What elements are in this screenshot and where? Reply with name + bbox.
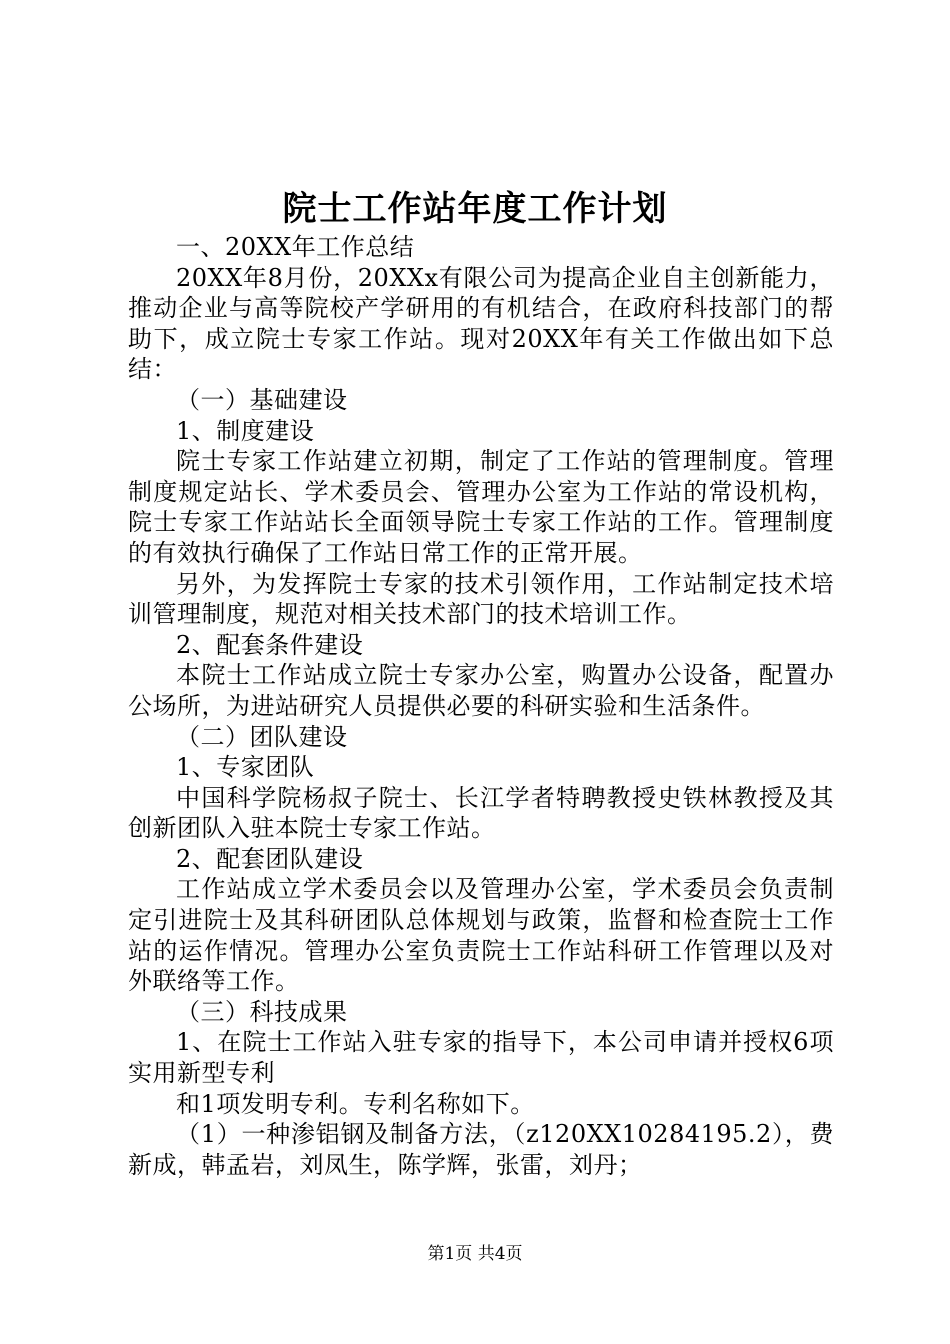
item-heading: 1、制度建设 xyxy=(176,416,315,445)
item-heading: 1、专家团队 xyxy=(176,753,315,782)
page-footer: 第1页 共4页 xyxy=(427,1244,523,1264)
paragraph: 工作站成立学术委员会以及管理办公室，学术委员会负责制定引进院士及其科研团队总体规划与政策，监督和检查院士工作站的运作情况。管理办公室负责院士工作站科研工作管理以及对外联络等工作。 xyxy=(128,875,834,996)
subsection-heading: （二）团队建设 xyxy=(176,722,348,751)
document-title: 院士工作站年度工作计划 xyxy=(282,189,668,229)
paragraph: 和1项发明专利。专利名称如下。 xyxy=(176,1089,535,1118)
paragraph: 中国科学院杨叔子院士、长江学者特聘教授史铁林教授及其创新团队入驻本院士专家工作站。 xyxy=(128,783,834,843)
item-heading: 2、配套团队建设 xyxy=(176,844,364,873)
paragraph: （1）一种渗铝钢及制备方法，（z120XX10284195.2），费新成，韩孟岩，刘凤生，陈学辉，张雷，刘丹； xyxy=(128,1120,834,1179)
subsection-heading: （三）科技成果 xyxy=(176,997,348,1026)
section-heading: 一、20XX年工作总结 xyxy=(176,233,415,261)
document-body xyxy=(128,232,834,1180)
paragraph: 院士专家工作站建立初期，制定了工作站的管理制度。管理制度规定站长、学术委员会、管理办公室为工作站的常设机构，院士专家工作站站长全面领导院士专家工作站的工作。管理制度的有效执行确保了工作站日常工作的正常开展。 xyxy=(128,447,834,567)
item-heading: 2、配套条件建设 xyxy=(176,630,364,659)
subsection-heading: （一）基础建设 xyxy=(176,385,348,414)
paragraph: 1、在院士工作站入驻专家的指导下，本公司申请并授权6项实用新型专利 xyxy=(128,1028,834,1088)
paragraph: 另外，为发挥院士专家的技术引领作用，工作站制定技术培训管理制度，规范对相关技术部门的技术培训工作。 xyxy=(128,569,834,629)
paragraph: 20XX年8月份，20XXx有限公司为提高企业自主创新能力，推动企业与高等院校产学研用的有机结合，在政府科技部门的帮助下，成立院士专家工作站。现对20XX年有关工作做出如下总结： xyxy=(128,263,834,384)
paragraph: 本院士工作站成立院士专家办公室，购置办公设备，配置办公场所，为进站研究人员提供必要的科研实验和生活条件。 xyxy=(128,661,834,720)
